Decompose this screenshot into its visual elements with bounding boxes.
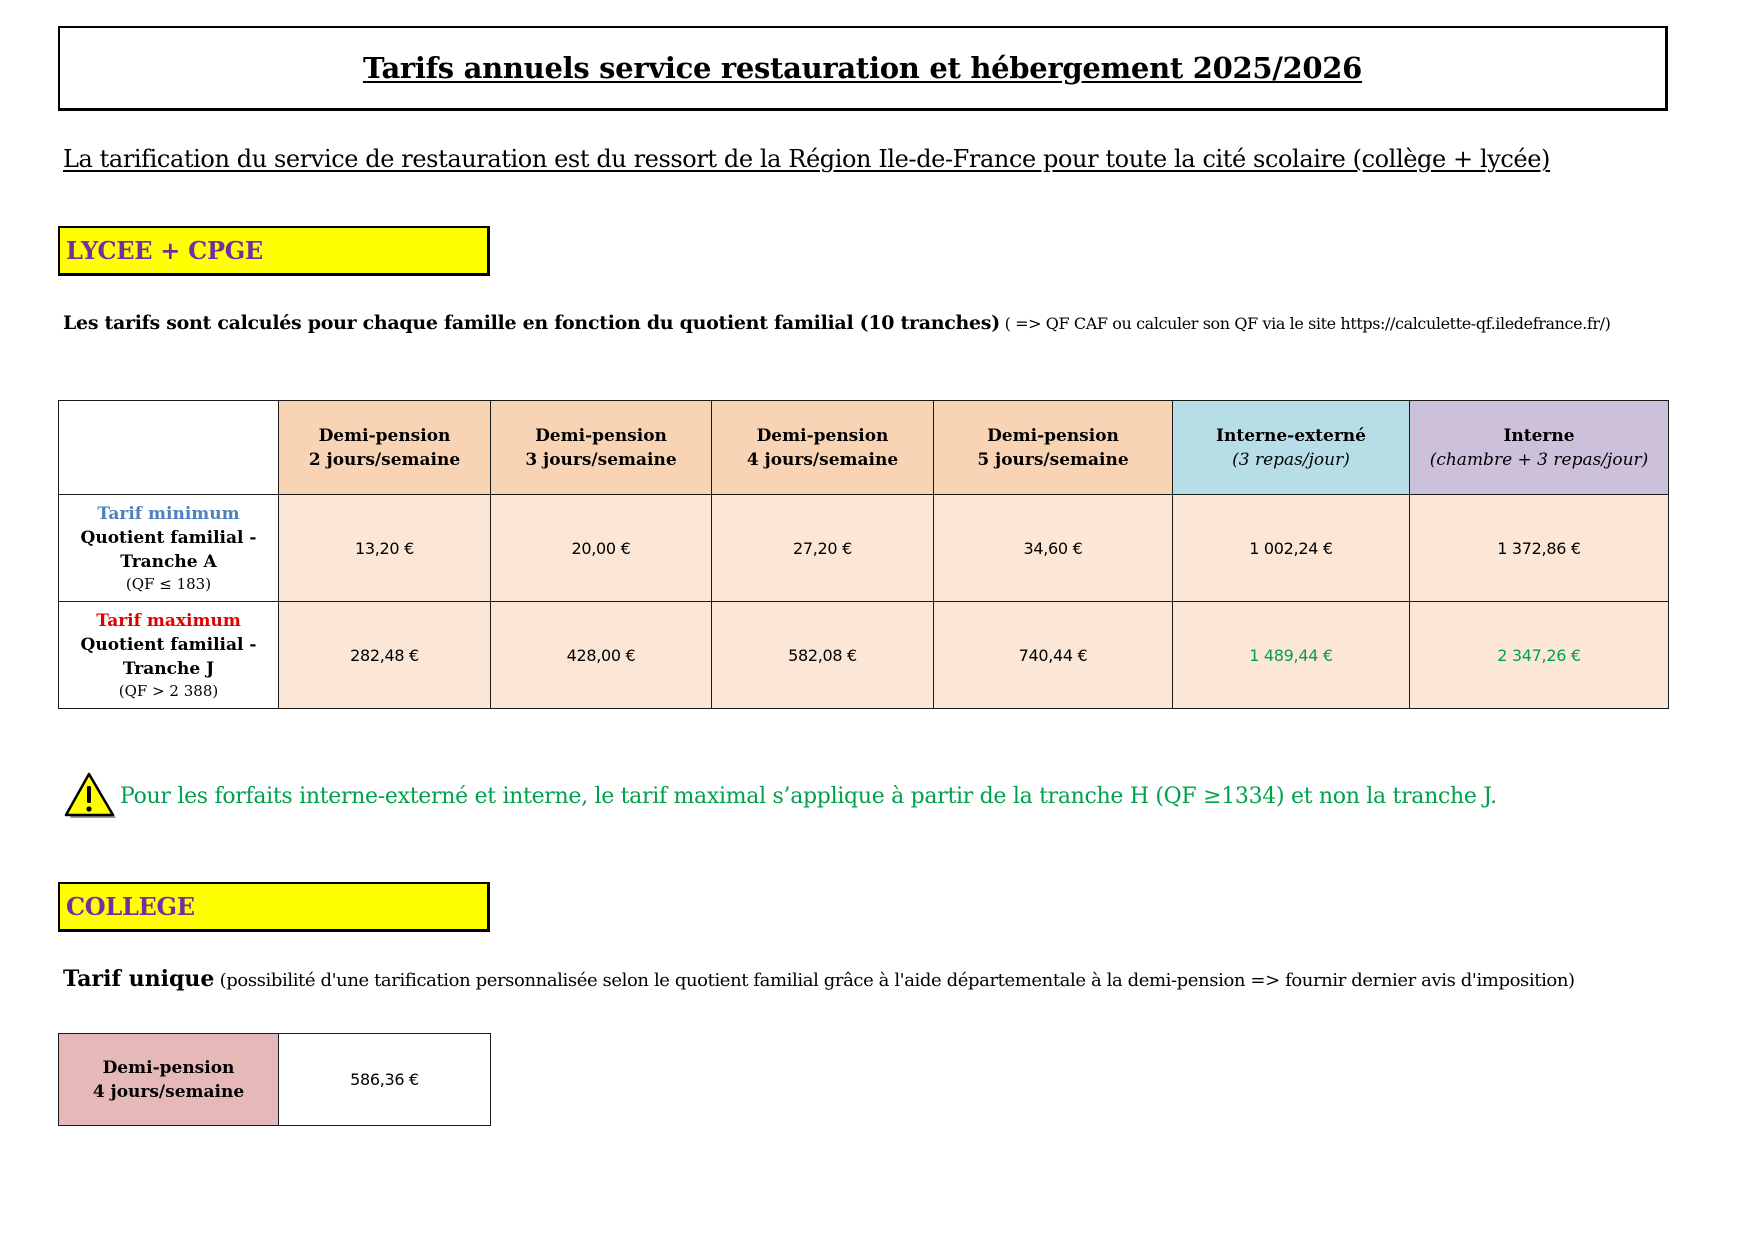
qf-label: Quotient familial - [80,527,257,548]
tarif-maximum-label: Tarif maximum [96,610,241,631]
tarif-unique-label: Tarif unique [63,966,215,992]
college-tariff-table [58,1033,491,1126]
header-interne [1410,401,1669,495]
header-line1: Interne-externé [1216,425,1366,446]
price-value: 34,60 € [1023,538,1083,558]
tarif-unique-note: (possibilité d'une tarification personnalisée selon le quotient familial grâce à l'aide départementale à la demi-pension => fournir dernier avis d'imposition) [214,970,1575,991]
title-box [58,26,1668,111]
header-line1: Demi-pension [987,425,1119,446]
table-row-tarif-minimum [59,495,1669,602]
header-line1: Interne [1503,425,1575,446]
qf-range: (QF > 2 388) [118,681,219,700]
section-label-lycee: LYCEE + CPGE [66,236,263,265]
row-label-cell [59,495,279,602]
price-value-highlight: 1 489,44 € [1249,645,1333,665]
header-line2: 5 jours/semaine [977,449,1129,470]
row-label-cell [59,602,279,709]
price-cell [491,495,712,602]
qf-label: Quotient familial - [80,634,257,655]
price-cell [1173,495,1410,602]
header-interne-externe [1173,401,1410,495]
college-label-line1: Demi-pension [102,1057,235,1078]
subtitle: La tarification du service de restauration est du ressort de la Région Ile-de-France pour toute la cité scolaire (collège + lycée) [63,145,1551,173]
table-row [59,1034,491,1126]
section-label-college: COLLEGE [66,892,195,921]
header-line1: Demi-pension [535,425,667,446]
section-header-college [58,882,490,932]
lycee-intro [63,312,1610,334]
price-cell [491,602,712,709]
price-cell [712,602,934,709]
header-corner-cell [59,401,279,495]
tranche-label: Tranche J [122,658,215,679]
price-value: 27,20 € [793,538,852,558]
price-value: 740,44 € [1018,645,1088,665]
warning-text: Pour les forfaits interne-externé et interne, le tarif maximal s’applique à partir de la tranche H (QF ≥1334) et non la tranche J. [120,783,1497,809]
college-price-cell [279,1034,491,1126]
intro-bold-text: Les tarifs sont calculés pour chaque famille en fonction du quotient familial (10 tranches) [63,312,1000,334]
price-value: 428,00 € [566,645,636,665]
price-cell [934,495,1173,602]
header-line2: 2 jours/semaine [308,449,461,470]
price-value: 13,20 € [355,538,414,558]
lycee-tariff-table [58,400,1669,709]
qf-range: (QF ≤ 183) [125,574,212,593]
price-cell [934,602,1173,709]
header-line2: 3 jours/semaine [525,449,677,470]
section-header-lycee [58,226,490,276]
price-cell [279,495,491,602]
college-price-value: 586,36 € [350,1070,419,1089]
table-header-row [59,401,1669,495]
price-value: 1 372,86 € [1497,538,1581,558]
warning-triangle-icon [64,772,118,820]
college-label-line2: 4 jours/semaine [92,1081,245,1102]
header-demi-pension-2j [279,401,491,495]
warning-note [64,772,1497,820]
price-value-highlight: 2 347,26 € [1497,645,1581,665]
header-line2: (3 repas/jour) [1232,449,1350,470]
price-cell [1173,602,1410,709]
header-demi-pension-3j [491,401,712,495]
price-cell [712,495,934,602]
table-row-tarif-maximum [59,602,1669,709]
page-title: Tarifs annuels service restauration et hébergement 2025/2026 [362,51,1363,85]
college-tarif-info [63,966,1575,992]
price-cell [279,602,491,709]
college-label-cell [59,1034,279,1126]
price-value: 582,08 € [788,645,857,665]
tranche-label: Tranche A [120,551,217,572]
tarif-minimum-label: Tarif minimum [97,503,240,524]
header-demi-pension-5j [934,401,1173,495]
header-line2: (chambre + 3 repas/jour) [1429,449,1649,470]
header-line2: 4 jours/semaine [746,449,899,470]
price-value: 282,48 € [350,645,419,665]
price-cell [1410,602,1669,709]
header-line1: Demi-pension [756,425,889,446]
price-cell [1410,495,1669,602]
header-line1: Demi-pension [318,425,451,446]
price-value: 1 002,24 € [1249,538,1333,558]
header-demi-pension-4j [712,401,934,495]
intro-note-text: ( => QF CAF ou calculer son QF via le site https://calculette-qf.iledefrance.fr/) [999,314,1611,333]
price-value: 20,00 € [571,538,631,558]
